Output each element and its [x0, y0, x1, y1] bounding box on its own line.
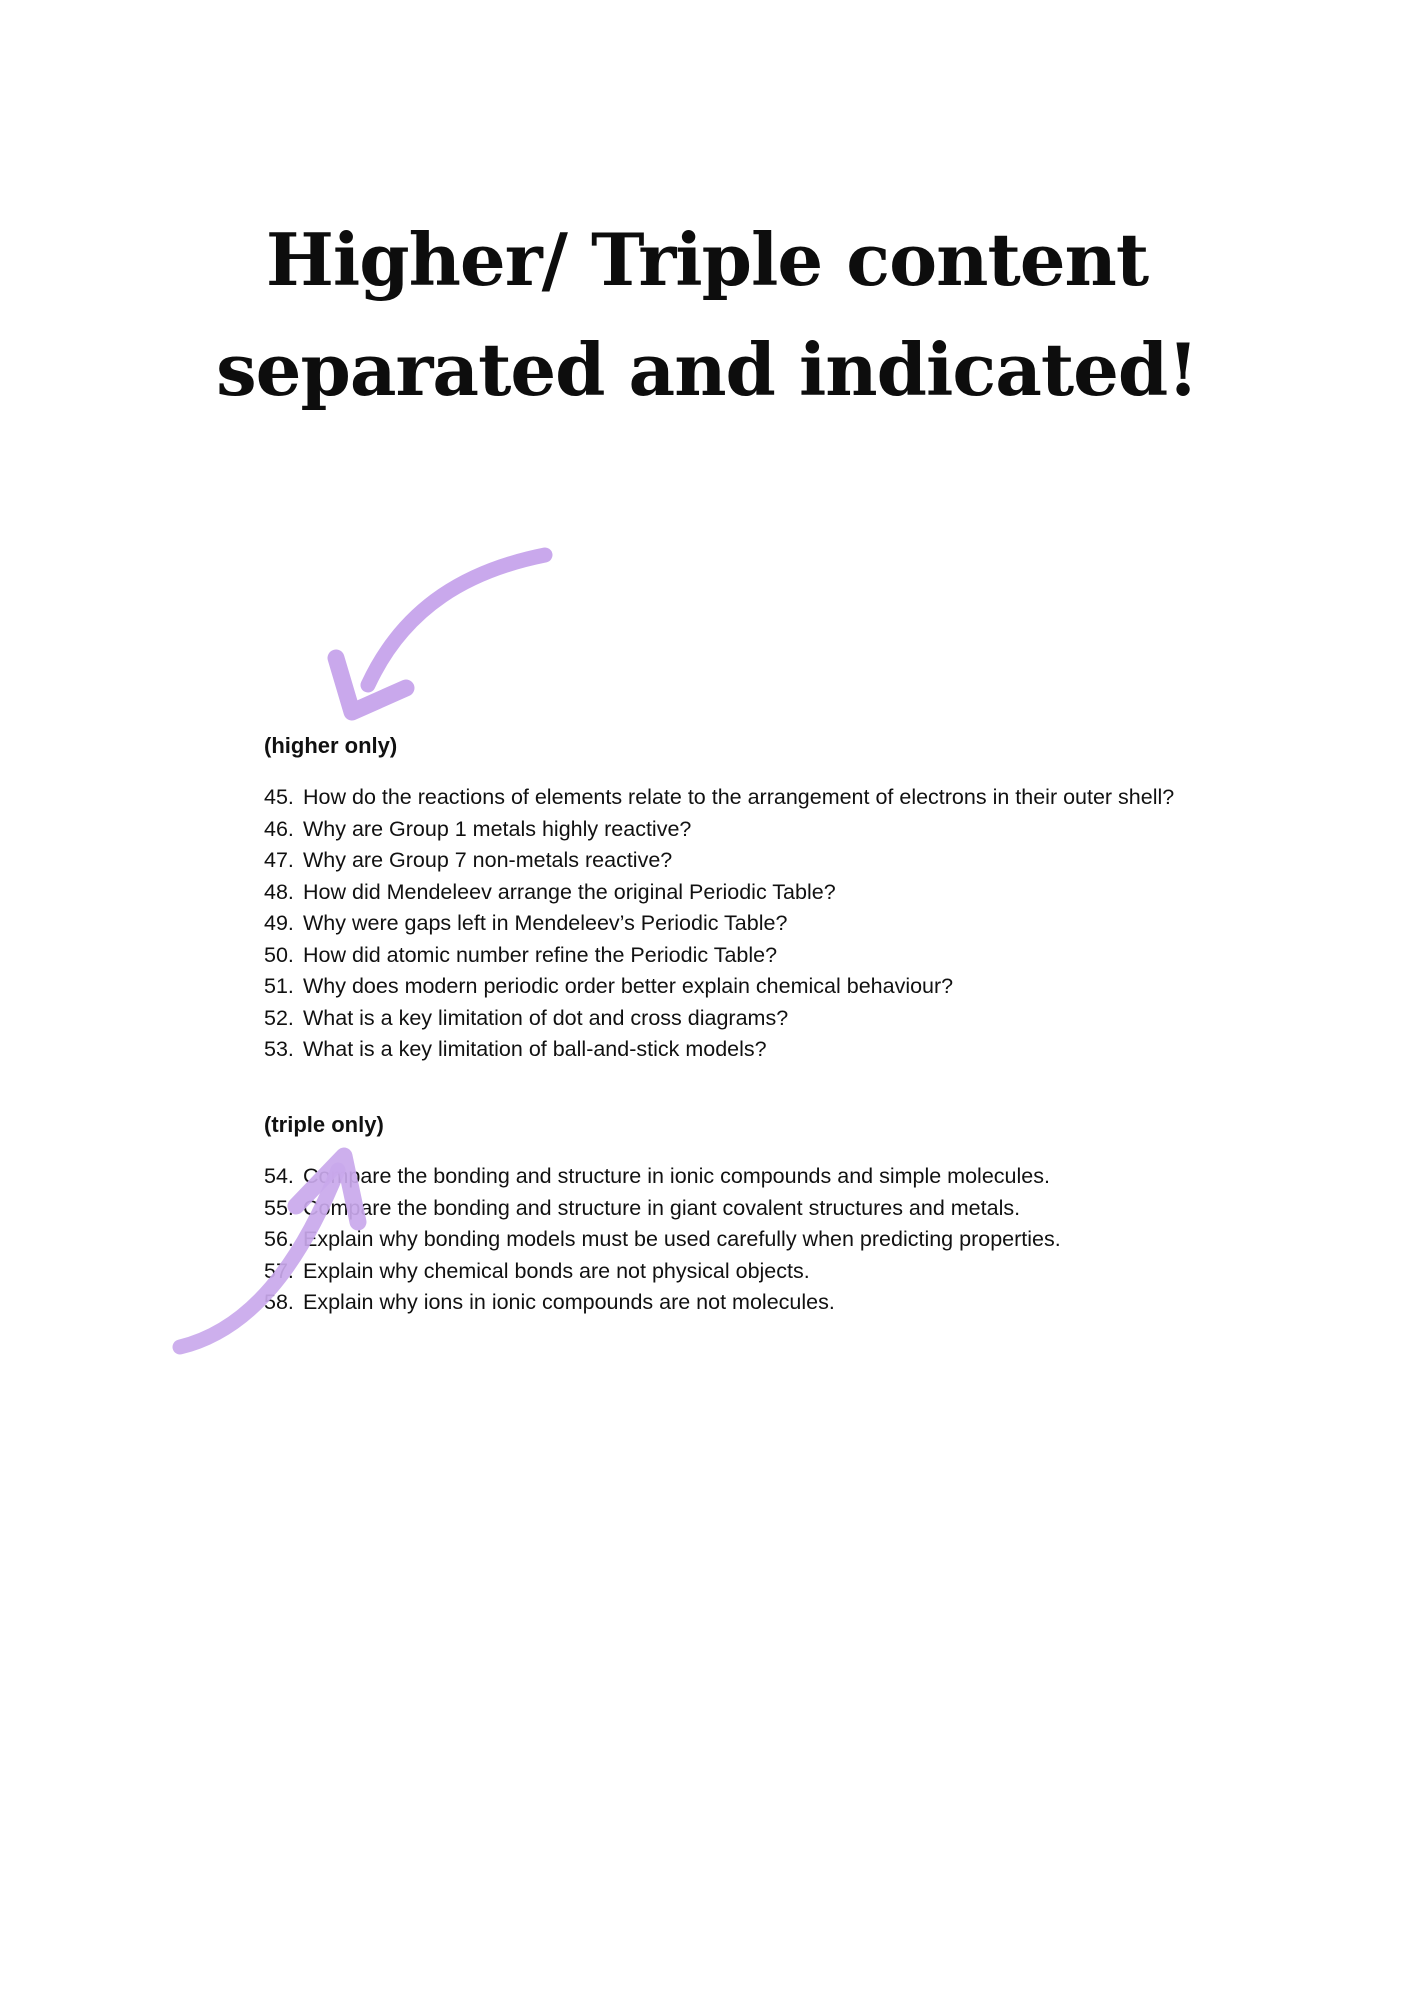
question-text: How do the reactions of elements relate to the arrangement of electrons in their outer shell? [303, 785, 1175, 809]
question-item [264, 814, 1224, 846]
question-item [264, 1256, 1224, 1288]
question-number: 52. [264, 1005, 294, 1030]
question-item [264, 971, 1224, 1003]
question-number: 58. [264, 1290, 294, 1314]
question-text: Explain why chemical bonds are not physical objects. [303, 1258, 810, 1283]
question-number: 45. [264, 785, 294, 809]
question-text: Why does modern periodic order better explain chemical behaviour? [303, 974, 954, 998]
question-number: 54. [264, 1164, 294, 1188]
question-text: Why are Group 7 non-metals reactive? [303, 848, 673, 872]
question-item [264, 1034, 1224, 1066]
question-text: Explain why ions in ionic compounds are not molecules. [303, 1290, 835, 1314]
question-item [264, 1003, 1224, 1035]
question-number: 50. [264, 942, 294, 967]
question-number: 56. [264, 1227, 294, 1251]
question-text: What is a key limitation of ball-and-stick models? [303, 1037, 767, 1061]
triple-only-label: (triple only) [264, 1112, 384, 1137]
question-item [264, 782, 1224, 814]
question-number: 46. [264, 816, 294, 841]
question-text: How did atomic number refine the Periodic Table? [303, 942, 778, 967]
higher-question-list [264, 782, 1224, 1066]
question-number: 57. [264, 1258, 294, 1283]
question-text: Compare the bonding and structure in ionic compounds and simple molecules. [303, 1164, 1050, 1188]
question-item [264, 1287, 1224, 1319]
higher-only-label: (higher only) [264, 733, 398, 758]
question-number: 48. [264, 879, 294, 904]
question-text: What is a key limitation of dot and cross diagrams? [303, 1005, 789, 1030]
page-headline [0, 205, 1414, 425]
question-text: How did Mendeleev arrange the original Periodic Table? [303, 879, 836, 904]
question-item [264, 940, 1224, 972]
triple-question-list [264, 1161, 1224, 1319]
question-item [264, 908, 1224, 940]
headline-line-2: separated and indicated! [216, 327, 1198, 412]
question-number: 49. [264, 911, 294, 935]
question-item [264, 877, 1224, 909]
question-item [264, 1224, 1224, 1256]
question-text: Why were gaps left in Mendeleev’s Periodic Table? [303, 911, 788, 935]
question-number: 53. [264, 1037, 294, 1061]
question-text: Explain why bonding models must be used carefully when predicting properties. [303, 1227, 1061, 1251]
headline-line-1: Higher/ Triple content [265, 217, 1149, 302]
question-item [264, 1161, 1224, 1193]
question-number: 47. [264, 848, 294, 872]
question-item [264, 1193, 1224, 1225]
question-number: 55. [264, 1195, 294, 1220]
question-text: Compare the bonding and structure in giant covalent structures and metals. [303, 1195, 1021, 1220]
question-item [264, 845, 1224, 877]
question-number: 51. [264, 974, 294, 998]
question-text: Why are Group 1 metals highly reactive? [303, 816, 692, 841]
